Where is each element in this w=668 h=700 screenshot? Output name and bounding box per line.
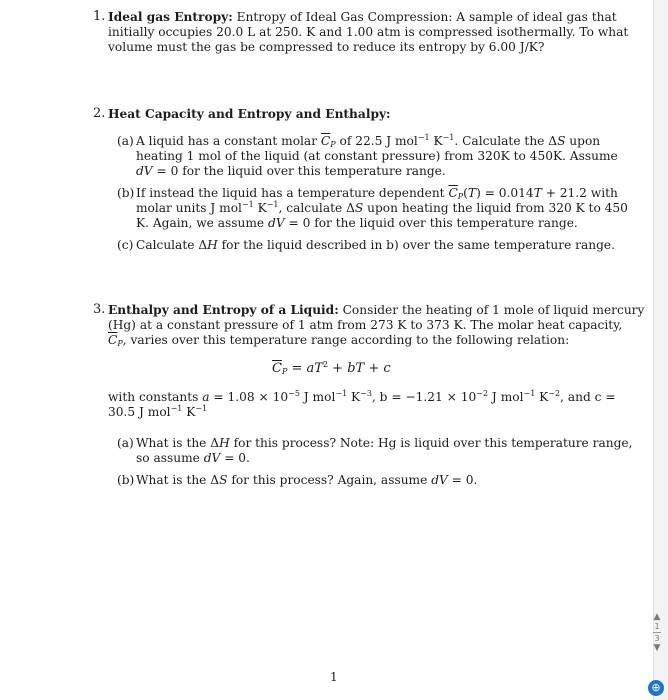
problem-1-line-3: volume must the gas be compressed to reduce its entropy by 6.00 J/K? xyxy=(108,40,545,54)
pager-current: 1 xyxy=(654,622,660,631)
problem-2a-line-2: heating 1 mol of the liquid (at constant pressure) from 320K to 450K. Assume xyxy=(136,149,618,163)
problem-3b-line-1: What is the ΔS for this process? Again, assume dV = 0. xyxy=(136,473,478,487)
problem-3b-label: (b) xyxy=(117,473,135,487)
problem-2a-label: (a) xyxy=(117,134,134,148)
problem-2-title: Heat Capacity and Entropy and Enthalpy: xyxy=(108,107,391,121)
problem-3-line-3: $\overline{C}_P$, varies over this temperature range according to the following relation: xyxy=(108,333,570,348)
problem-3-constants-line-2: 30.5 J mol$^{-1}$ $K^{-1}$ xyxy=(108,404,208,419)
problem-1-title: Ideal gas Entropy: xyxy=(108,10,233,24)
problem-3-number: 3. xyxy=(93,302,106,317)
problem-3a-label: (a) xyxy=(117,436,134,450)
problem-1-line-1 xyxy=(108,10,617,25)
heat-capacity-equation: $\overline{C}_P = aT^2$ + bT + c xyxy=(272,360,391,376)
problem-1-line-2: initially occupies 20.0 L at 250. K and 1.00 atm is compressed isothermally. To what xyxy=(108,25,629,39)
problem-2-number: 2. xyxy=(93,106,106,121)
triangle-up-icon[interactable]: ▲ xyxy=(653,612,661,622)
page-number: 1 xyxy=(330,670,338,684)
scrollbar[interactable] xyxy=(653,0,668,700)
problem-2a-line-1: A liquid has a constant molar $\overline{C}_P$ of 22.5 J mol$^{-1}$ $K^{-1}$. Calculate the ΔS upon xyxy=(136,133,601,149)
problem-2b-line-3: K. Again, we assume dV = 0 for the liquid over this temperature range. xyxy=(136,216,578,230)
problem-3-constants-line-1: with constants $a = 1.08 \times 10^{-5}$ J mol$^{-1}$ $K^{-3}$, $b = -1.21 \times 10^{-2}$ J mol$^{-1}$ $K^{-2}$, and c = xyxy=(108,389,616,404)
pager-divider xyxy=(653,632,661,633)
problem-1-number: 1. xyxy=(93,9,106,24)
problem-1-text-1: Entropy of Ideal Gas Compression: A sample of ideal gas that xyxy=(232,10,617,24)
problem-2b-line-2: molar units J mol$^{-1}$ $K^{-1}$, calculate ΔS upon heating the liquid from 320 K to 450 xyxy=(136,200,628,215)
problem-2b-line-1: If instead the liquid has a temperature dependent $\overline{C}_P(T) = 0.014T + 21.2$ with xyxy=(136,186,618,201)
pager-total: 3 xyxy=(654,634,660,643)
zoom-in-icon[interactable]: ⊕ xyxy=(648,680,664,696)
problem-2c-line-1: Calculate ΔH for the liquid described in b) over the same temperature range. xyxy=(136,238,615,252)
problem-3a-line-1: What is the ΔH for this process? Note: Hg is liquid over this temperature range, xyxy=(136,436,633,450)
problem-3-line-2: (Hg) at a constant pressure of 1 atm from 273 K to 373 K. The molar heat capacity, xyxy=(108,318,623,332)
triangle-down-icon[interactable]: ▼ xyxy=(653,643,661,653)
problem-3a-line-2: so assume dV = 0. xyxy=(136,451,250,465)
problem-2a-line-3: dV = 0 for the liquid over this temperature range. xyxy=(136,164,446,178)
problem-3-line-1: Enthalpy and Entropy of a Liquid: Consider the heating of 1 mole of liquid mercury xyxy=(108,303,645,317)
problem-2c-label: (c) xyxy=(117,238,134,252)
problem-3-title: Enthalpy and Entropy of a Liquid: xyxy=(108,303,339,317)
problem-2b-label: (b) xyxy=(117,186,135,200)
page-navigator xyxy=(650,612,664,662)
